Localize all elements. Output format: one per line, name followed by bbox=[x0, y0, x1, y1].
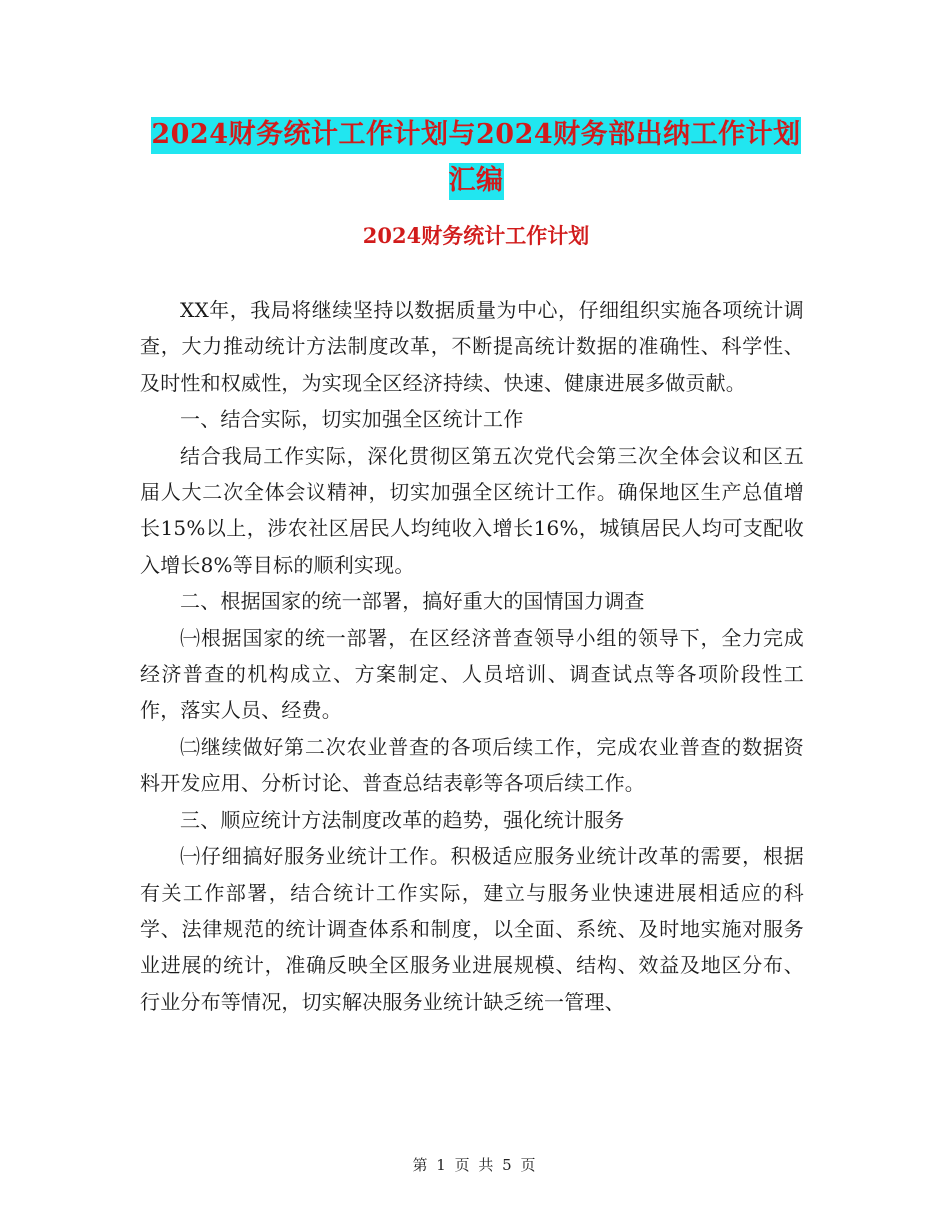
paragraph-three-a: ㈠仔细搞好服务业统计工作。积极适应服务业统计改革的需要，根据有关工作部署，结合统计工作实际，建立与服务业快速进展相适应的科学、法律规范的统计调查体系和制度，以全面、系统、及时地实施对服务业进展的统计，准确反映全区服务业进展规模、结构、效益及地区分布、行业分布等情况，切实解决服务业统计缺乏统一管理、 bbox=[140, 844, 804, 1014]
paragraph-one: 结合我局工作实际，深化贯彻区第五次党代会第三次全体会议和区五届人大二次全体会议精神，切实加强全区统计工作。确保地区生产总值增长15%以上，涉农社区居民人均纯收入增长16%，城镇居民人均可支配收入增长8%等目标的顺利实现。 bbox=[140, 443, 804, 577]
paragraph-two-b: ㈡继续做好第二次农业普查的各项后续工作，完成农业普查的数据资料开发应用、分析讨论、普查总结表彰等各项后续工作。 bbox=[140, 734, 804, 796]
document-title bbox=[140, 112, 812, 204]
heading-one: 一、结合实际，切实加强全区统计工作 bbox=[180, 407, 524, 432]
page-footer: 第 1 页 共 5 页 bbox=[412, 1156, 538, 1174]
paragraph-two-a: ㈠根据国家的统一部署，在区经济普查领导小组的领导下，全力完成经济普查的机构成立、方案制定、人员培训、调查试点等各项阶段性工作，落实人员、经费。 bbox=[140, 625, 804, 723]
heading-two: 二、根据国家的统一部署，搞好重大的国情国力调查 bbox=[180, 589, 645, 614]
section-title: 2024财务统计工作计划 bbox=[362, 223, 590, 248]
document-body bbox=[140, 292, 804, 1020]
paragraph-intro: XX年，我局将继续坚持以数据质量为中心，仔细组织实施各项统计调查，大力推动统计方法制度改革，不断提高统计数据的准确性、科学性、及时性和权威性，为实现全区经济持续、快速、健康进展多做贡献。 bbox=[140, 298, 804, 395]
heading-three: 三、顺应统计方法制度改革的趋势，强化统计服务 bbox=[180, 807, 625, 832]
document-title-text: 2024财务统计工作计划与2024财务部出纳工作计划汇编 bbox=[151, 117, 800, 200]
